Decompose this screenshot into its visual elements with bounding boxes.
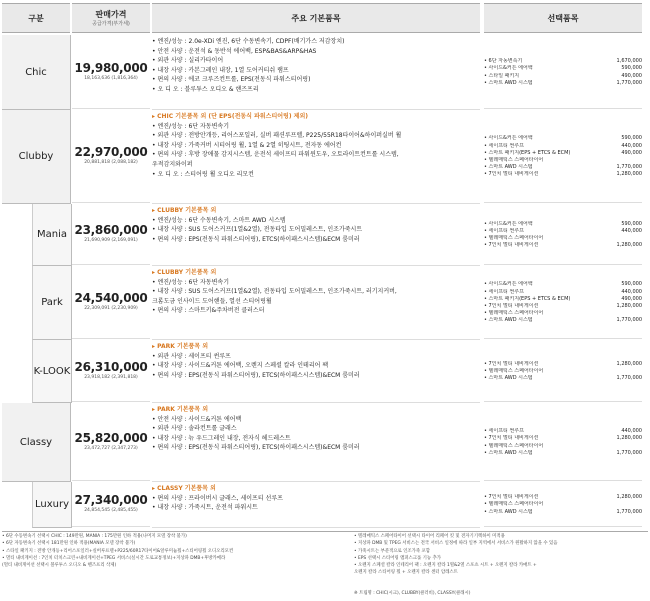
feature-line: • 내장 사양 : SUS 도어스커프(1열&2열), 전동타입 도어밀레스트, 인조가죽시트 [152,226,363,234]
note-line: • 지상파 DMB 및 TPEG 서비스는 전국 서비스 일정에 따라 일부 지역에서 서비스가 원활하지 않을 수 있음 [354,541,558,547]
header-options-label: 선택품목 [547,13,579,23]
option-item [484,228,642,235]
option-item [484,310,642,317]
features-classy [152,405,480,482]
feature-line: • 편의 사양 : 프라이버시 글래스, 세이프티 선루프 [152,494,283,502]
note-line: • 스타일 패키지 : 전방 안개등+리어스포일러+실버루프렐+P225/60R17타이어&알루미늄휠+스티어링휠 오디오리모컨 [2,548,234,554]
option-name: • 스마트 AWD 시스템 [484,508,533,515]
option-name: • 7인치 멀티 내비게이션 [484,435,539,442]
feature-line: 우적감지와이퍼 [152,160,193,168]
option-price: 1,280,000 [616,360,642,367]
trim-label-classy [2,403,71,482]
option-item [484,450,642,457]
option-item [484,303,642,310]
option-name: • 텔레매틱스 스페어타이어 [484,501,544,508]
feature-line: • 편의 사양 : 스마트키&주차버전 클러스터 [152,307,265,315]
note-line: • EPS 선택시 스티어링 앰퍼스크롤 기능 추가 [354,555,442,561]
options-mania [484,204,642,265]
option-item [484,443,642,450]
option-name: • 텔레매틱스 스페어타이어 [484,310,544,317]
header-options [484,3,642,33]
trim-price-classy [72,403,150,481]
option-name: • 사이드&커튼 에어백 [484,65,533,72]
header-price-label: 판매가격 [95,10,127,19]
trim-name: Clubby [18,151,54,162]
options-clubby [484,110,642,203]
option-price: 1,280,000 [616,242,642,249]
option-price: 590,000 [621,220,642,227]
price-supply: 23,472,727 (2,347,273) [84,445,138,451]
option-item [484,143,642,150]
option-price: 490,000 [621,295,642,302]
footnotes [2,531,648,596]
option-item [484,235,642,242]
price-value: 24,540,000 [74,291,148,305]
option-item [484,73,642,80]
feature-line: • 외관 사양 : 실리카타이어 [152,57,224,65]
trim-label-k-look [32,340,72,403]
feature-line: • 외관 사양 : 전방안개등, 리어스포일러, 실버 패션루프렐, P225/55R18타이어&하이퍼실버 휠 [152,132,402,140]
price-value: 26,310,000 [74,359,148,374]
features-chic [152,37,480,110]
trim-price-chic [72,35,150,109]
feature-line: • 내장 사양 : 가죽커버 시티어링 휠, 1열 & 2열 히팅시트, 전자동 에어컨 [152,141,342,149]
option-item [484,361,642,368]
option-price: 1,280,000 [616,435,642,442]
options-park [484,266,642,339]
option-price: 1,770,000 [616,164,642,171]
option-name: • 텔레매틱스 스페어타이어 [484,442,544,449]
trim-name: K-LOOK [33,365,71,377]
feature-line: • 편의 사양 : 에코 크루즈컨트롤, EPS(전동식 파워스티어링) [152,76,311,84]
price-value: 19,980,000 [74,60,148,75]
note-line: • 오렌지 스페셜 칼라 인테리어 팩 : 오렌지 칼라 1열&2열 스포츠 시트 + 오렌지 칼라 카매트 + [354,563,537,569]
feature-line: • 편의 사양 : EPS(전동식 파워스티어링), ETCS(하이패스시스템)&ECM 룸미러 [152,444,360,452]
price-supply: 23,918,182 (2,391,818) [84,374,138,380]
option-name: • 7인치 멀티 내비게이션 [484,360,539,367]
option-price: 440,000 [621,142,642,149]
feature-line: • 엔진/성능 : 6단 수동변속기, 스마트 AWD 시스템 [152,216,286,224]
trim-label-mania [32,204,72,266]
option-item [484,221,642,228]
price-supply: 21,690,909 (2,169,091) [84,238,138,243]
features-mania [152,206,480,266]
option-name: • 스마트 패키지(EPS + ETCS & ECM) [484,295,571,302]
option-item [484,296,642,303]
option-price: 1,280,000 [616,171,642,178]
trim-price-clubby [72,110,150,203]
option-name: • 스마트 AWD 시스템 [484,449,533,456]
option-item [484,289,642,296]
header-trim-label: 구분 [28,13,44,23]
option-item [484,435,642,442]
features-clubby [152,112,480,204]
option-name: • 6단 자동변속기 [484,58,523,65]
trim-name: Mania [37,229,67,240]
option-price: 1,280,000 [616,303,642,309]
feature-line: ▸ CLUBBY 기본품목 외 [152,269,217,276]
option-item [484,80,642,87]
option-name: • 사이드&커튼 에어백 [484,135,533,142]
price-supply: 22,309,091 (2,230,909) [84,306,138,311]
option-price: 490,000 [621,149,642,156]
option-price: 590,000 [621,281,642,288]
feature-line: • 편의 사양 : EPS(전동식 파워스티어링), ETCS(하이패스시스템)&ECM 룸미러 [152,371,360,379]
option-name: • 세이프티 썬루프 [484,428,524,435]
header-features-label: 주요 기본품목 [291,13,341,23]
option-item [484,157,642,164]
option-name: • 세이프티 썬루프 [484,288,524,295]
feature-line: ▸ PARK 기본품목 외 [152,406,209,413]
trim-price-luxury [72,482,150,527]
feature-line: • 안전 사양 : 운전석 & 동반석 에어백, ESP&BAS&ARP&HAS [152,47,317,55]
note-line: (멀티 내비게이션 선택시 블루투스 오디오 & 핸즈프리 삭제) [2,563,117,569]
feature-line: • 안전 사양 : 사이드&커튼 에어백 [152,415,242,423]
feature-line: • 내장 사양 : SUS 도어스커프(1열&2열), 전동타입 도어밀레스트, 인조가죽시트, 러기지커버, [152,288,397,296]
feature-line: • 엔진/성능 : 2.0e-XDi 엔진, 6단 수동변속기, CDPF(배기가스 저감장치) [152,38,345,45]
trim-label-park [32,266,72,340]
option-item [484,375,642,382]
option-item [484,501,642,508]
note-line: • 6단 자동변속기 선택시 181만원 인하 적용(MANIA 모델 장착 불가) [2,541,136,547]
option-name: • 7인치 멀티 내비게이션 [484,494,539,501]
header-trim [2,3,70,33]
trim-price-k-look [72,340,150,402]
note-line: • 가죽시트는 부분적으로 인조가죽 포함 [354,548,431,554]
trim-label-chic [2,35,71,110]
option-name: • 7인치 멀티 내비게이션 [484,171,539,178]
option-name: • 텔레매틱스 스페어타이어 [484,235,544,241]
feature-line: • 외관 사양 : 솔라컨트롤 글래스 [152,425,237,433]
price-value: 23,860,000 [74,223,148,237]
option-name: • 세이프티 썬루프 [484,142,524,149]
option-name: • 텔레매틱스 스페어타이어 [484,157,544,163]
option-name: • 7인치 멀티 내비게이션 [484,242,539,249]
options-k-look [484,340,642,402]
features-park [152,268,480,340]
note-line: • 텔레매틱스 스페어타이어 선택시 타이어 리페어 킷 및 전자기기렉하이 미적용 [354,534,505,539]
trim-note: ※ 트림명 : CHIC(시크), CLUBBY(클러비), CLASSY(클래시) [354,591,471,596]
feature-line: ▸ CHIC 기본품목 외 (단 EPS(전동식 파워스티어링) 제외) [152,113,309,120]
option-price: 1,670,000 [616,58,642,65]
option-name: • 사이드&커튼 에어백 [484,220,533,227]
price-supply: 24,854,545 (2,485,455) [84,508,138,513]
option-item [484,171,642,178]
options-luxury [484,482,642,527]
trim-price-mania [72,204,150,265]
feature-line: • 내장 사양 : 카본그레인 내장, 1열 도어커티쉬 램프 [152,66,289,74]
trim-price-park [72,266,150,339]
option-price: 590,000 [621,135,642,142]
option-price: 1,770,000 [616,317,642,324]
features-luxury [152,484,480,528]
note-line: • 멀티 내비게이션 : 7인치 터치스크린+내비게이션+TPEG 서비스(실시간 도로교통정보)+지상파 DMB+후방카메라 [2,555,226,561]
header-price-sublabel: 공급가격(부가세) [92,21,130,27]
header-price [72,3,150,33]
feature-line: • 내장 사양 : 가죽시트, 운전석 파워시트 [152,504,258,512]
option-name: • 스마트 패키지(EPS + ETCS & ECM) [484,149,571,156]
option-price: 440,000 [621,428,642,435]
option-price: 1,770,000 [616,79,642,86]
feature-line: • 편의 사양 : EPS(전동식 파워스티어링), ETCS(하이패스시스템)&ECM 룸미러 [152,235,360,243]
feature-line: • 엔진/성능 : 6단 자동변속기 [152,278,229,286]
option-name: • 스마트 AWD 시스템 [484,164,533,171]
feature-line: • 내장 사양 : 뉴 우드그레인 내장, 전자식 헤드레스트 [152,434,291,442]
option-item [484,65,642,72]
trim-name: Classy [19,436,53,448]
option-item [484,317,642,324]
feature-line: ▸ CLUBBY 기본품목 외 [152,207,217,214]
price-value: 27,340,000 [74,493,148,507]
features-k-look [152,342,480,403]
option-item [484,494,642,501]
option-name: • 스마트 AWD 시스템 [484,79,533,86]
price-value: 22,970,000 [74,145,148,159]
option-item [484,58,642,65]
notes-right [354,533,646,577]
trim-name: Park [41,297,63,308]
feature-line: • 편의 사양 : 후방 장애물 감지시스템, 운전석 세이프티 파워윈도우, 오토라이트컨트롤 시스템, [152,151,399,159]
option-price: 440,000 [621,288,642,295]
trim-label-clubby [2,110,71,204]
option-item [484,242,642,249]
option-price: 490,000 [621,72,642,79]
feature-line: • 엔진/성능 : 6단 자동변속기 [152,122,229,130]
trim-name: Chic [25,66,47,78]
option-item [484,164,642,171]
feature-line: 크롬도금 인사이드 도어핸들, 열선 스티어링휠 [152,297,272,305]
option-name: • 텔레매틱스 스페어타이어 [484,367,544,374]
option-item [484,509,642,516]
option-item [484,428,642,435]
option-name: • 사이드&커튼 에어백 [484,281,533,288]
feature-line: • 오 디 오 : 블루투스 오디오 & 핸즈프리 [152,85,259,93]
option-price: 440,000 [621,227,642,234]
option-price: 1,280,000 [616,494,642,501]
option-name: • 스마트 AWD 시스템 [484,375,533,382]
options-classy [484,403,642,481]
feature-line: • 내장 사양 : 사이드&커튼 에어백, 오렌지 스페셜 칼라 인테리어 팩 [152,362,329,370]
header-features [152,3,480,33]
price-supply: 20,881,818 (2,088,182) [84,160,138,165]
option-price: 1,770,000 [616,375,642,382]
option-name: • 7인치 멀티 내비게이션 [484,303,539,309]
options-chic [484,35,642,109]
option-name: • 스타일 패키지 [484,72,520,79]
option-name: • 스마트 AWD 시스템 [484,317,533,324]
trim-label-luxury [32,482,72,528]
option-item [484,135,642,142]
price-supply: 18,163,636 (1,816,364) [84,75,138,81]
price-value: 25,820,000 [74,430,148,445]
option-item [484,281,642,288]
option-price: 1,770,000 [616,508,642,515]
notes-left [2,533,352,569]
trim-name: Luxury [34,499,70,510]
feature-line: ▸ PARK 기본품목 외 [152,343,209,350]
option-price: 590,000 [621,65,642,72]
option-item [484,368,642,375]
feature-line: • 오 디 오 : 스티어링 휠 오디오 리모컨 [152,170,254,178]
option-price: 1,770,000 [616,449,642,456]
note-line: 오렌지 칼라 스티어링 휠 + 오렌지 칼라 센터 암레스트 [354,570,458,576]
note-line: • 6단 수동변속기 선택시 CHIC : 149만원, MANIA : 175만원 인하 적용(나머지 모델 장착 불가) [2,534,187,539]
feature-line: • 외관 사양 : 세이프티 썬루프 [152,352,231,360]
option-item [484,150,642,157]
option-name: • 세이프티 썬루프 [484,227,524,234]
feature-line: ▸ CLASSY 기본품목 외 [152,485,216,492]
